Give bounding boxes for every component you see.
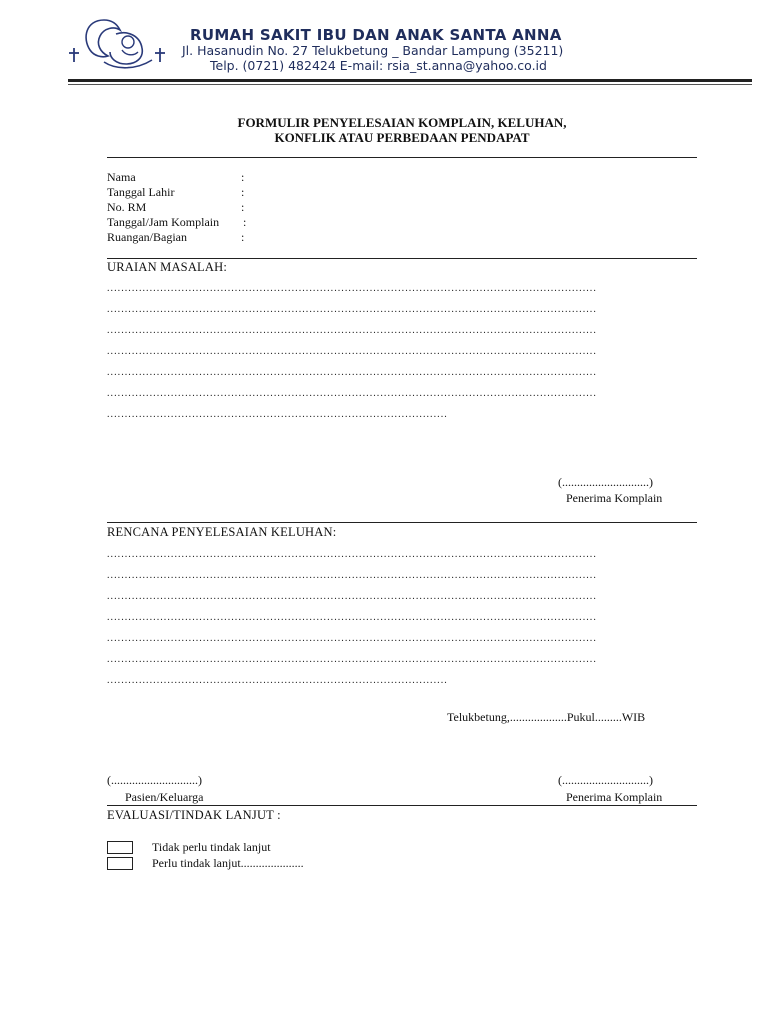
divider: [107, 258, 697, 259]
rencana-dotted-line: ................................................................................................: [107, 676, 448, 686]
divider: [107, 805, 697, 806]
field-tanggal-jam-komplain-label: Tanggal/Jam Komplain: [107, 215, 220, 229]
rencana-dotted-line: ..........................................................................................................................................: [107, 571, 597, 581]
uraian-dotted-line: ..........................................................................................................................................: [107, 389, 597, 399]
penerima-komplain-label: Penerima Komplain: [566, 790, 663, 804]
field-ruangan-bagian-label: Ruangan/Bagian: [107, 230, 187, 244]
field-tanggal-lahir-label: Tanggal Lahir: [107, 185, 175, 199]
rencana-dotted-line: ..........................................................................................................................................: [107, 613, 597, 623]
pasien-keluarga-label: Pasien/Keluarga: [125, 790, 204, 804]
uraian-dotted-line: ................................................................................................: [107, 410, 448, 420]
rencana-dotted-line: ..........................................................................................................................................: [107, 634, 597, 644]
mother-child-logo-icon: [64, 12, 174, 76]
rencana-penyelesaian-heading: RENCANA PENYELESAIAN KELUHAN:: [107, 525, 337, 539]
tidak-perlu-tindak-lanjut-checkbox[interactable]: [107, 841, 133, 854]
rencana-dotted-line: ..........................................................................................................................................: [107, 592, 597, 602]
divider: [107, 157, 697, 158]
field-no-rm-label: No. RM: [107, 200, 147, 214]
uraian-masalah-heading: URAIAN MASALAH:: [107, 260, 228, 274]
form-title-line2: KONFLIK ATAU PERBEDAAN PENDAPAT: [274, 130, 530, 145]
penerima-komplain-label: Penerima Komplain: [566, 491, 663, 505]
uraian-dotted-line: ..........................................................................................................................................: [107, 284, 597, 294]
field-ruangan-bagian-colon: :: [241, 230, 245, 244]
hospital-address: Jl. Hasanudin No. 27 Telukbetung _ Bandar Lampung (35211): [182, 43, 564, 58]
rencana-dotted-line: ..........................................................................................................................................: [107, 550, 597, 560]
divider: [107, 522, 697, 523]
penerima-signature-placeholder: (.............................): [558, 773, 653, 787]
field-nama-label: Nama: [107, 170, 136, 184]
place-time-line: Telukbetung,...................Pukul.........WIB: [447, 710, 646, 724]
uraian-dotted-line: ..........................................................................................................................................: [107, 368, 597, 378]
evaluasi-heading: EVALUASI/TINDAK LANJUT :: [107, 808, 281, 822]
form-title-line1: FORMULIR PENYELESAIAN KOMPLAIN, KELUHAN,: [237, 115, 567, 130]
field-no-rm-colon: :: [241, 200, 245, 214]
hospital-contact: Telp. (0721) 482424 E-mail: rsia_st.anna@yahoo.co.id: [210, 58, 547, 73]
penerima-signature-placeholder: (.............................): [558, 475, 653, 489]
perlu-tindak-lanjut-checkbox[interactable]: [107, 857, 133, 870]
hospital-name: RUMAH SAKIT IBU DAN ANAK SANTA ANNA: [190, 26, 562, 44]
field-tanggal-lahir-colon: :: [241, 185, 245, 199]
header-divider-thin: [68, 84, 752, 85]
tidak-perlu-tindak-lanjut-label: Tidak perlu tindak lanjut: [152, 840, 271, 854]
pasien-signature-placeholder: (.............................): [107, 773, 202, 787]
uraian-dotted-line: ..........................................................................................................................................: [107, 305, 597, 315]
rencana-dotted-line: ..........................................................................................................................................: [107, 655, 597, 665]
field-tanggal-jam-komplain-colon: :: [243, 215, 247, 229]
header-divider-thick: [68, 79, 752, 82]
uraian-dotted-line: ..........................................................................................................................................: [107, 347, 597, 357]
field-nama-colon: :: [241, 170, 245, 184]
uraian-dotted-line: ..........................................................................................................................................: [107, 326, 597, 336]
perlu-tindak-lanjut-label: Perlu tindak lanjut.....................: [152, 856, 304, 870]
